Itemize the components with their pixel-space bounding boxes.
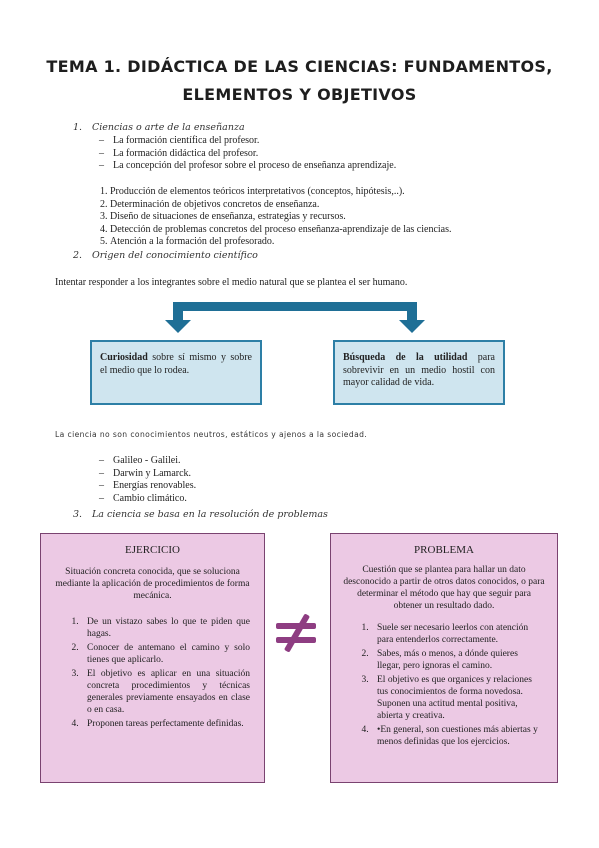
list-item: 2. Conocer de antemano el camino y solo tienes que aplicarlo. — [81, 642, 250, 666]
list-item: 3. Diseño de situaciones de enseñanza, estrategias y recursos. — [110, 211, 550, 224]
list-item: 2. Sabes, más o menos, a dónde quieres llegar, pero ignoras el camino. — [371, 648, 543, 672]
list-item: 5. Atención a la formación del profesorado. — [110, 236, 550, 249]
utilidad-text: para sobrevivir en un medio hostil con mayor calidad de vida. — [343, 352, 495, 388]
problema-intro: Cuestión que se plantea para hallar un dato desconocido a partir de otros datos conocidos, o para determinar el método que hay que seguir para obtener un resultado dado. — [343, 565, 545, 611]
bracket-arrow-icon — [160, 302, 430, 338]
curiosidad-box — [90, 340, 262, 405]
list-item: – La formación didáctica del profesor. — [99, 148, 519, 161]
section-1-number: 1. — [73, 122, 83, 133]
list-item: 2. Determinación de objetivos concretos de enseñanza. — [110, 199, 550, 212]
section-2-heading: Origen del conocimiento científico — [92, 250, 258, 261]
list-item: 4. Detección de problemas concretos del proceso enseñanza-aprendizaje de las ciencias. — [110, 224, 550, 237]
list-item: – Darwin y Lamarck. — [99, 468, 399, 481]
section-2-intro: Intentar responder a los integrantes sobre el medio natural que se plantea el ser humano. — [55, 277, 408, 288]
list-item: 1. Suele ser necesario leerlos con atención para entenderlos correctamente. — [371, 622, 543, 646]
ejercicio-intro: Situación concreta conocida, que se soluciona mediante la aplicación de procedimientos de forma mecánica. — [55, 567, 250, 601]
ejercicio-list — [41, 616, 250, 730]
section-2-number: 2. — [73, 250, 83, 261]
title-line-2: ELEMENTOS Y OBJETIVOS — [182, 85, 417, 104]
title-line-1: TEMA 1. DIDÁCTICA DE LAS CIENCIAS: FUNDAMENTOS, — [46, 57, 553, 76]
problema-title: PROBLEMA — [414, 544, 474, 556]
list-item: 1. De un vistazo sabes lo que te piden que hagas. — [81, 616, 250, 640]
curiosidad-term: Curiosidad — [100, 352, 148, 363]
curiosidad-text: sobre sí mismo y sobre el medio que lo rodea. — [100, 352, 252, 376]
utilidad-term: Búsqueda de la utilidad — [343, 352, 468, 363]
list-item: – Galileo - Galilei. — [99, 455, 399, 468]
list-item: 3. El objetivo es que organices y relaciones tus conocimientos de forma novedosa. Suponen una actitud mental positiva, abierta y creativa. — [371, 674, 543, 722]
section-1-dash-list — [99, 135, 519, 173]
ejercicio-box — [40, 533, 265, 783]
ejercicio-title: EJERCICIO — [125, 544, 180, 556]
list-item: 4. •En general, son cuestiones más abiertas y menos definidas que los ejercicios. — [371, 724, 543, 748]
list-item: 3. El objetivo es aplicar en una situación concreta procedimientos y técnicas generales previamente ensayados en clase o en casa. — [81, 668, 250, 716]
list-item: 1. Producción de elementos teóricos interpretativos (conceptos, hipótesis,..). — [110, 186, 550, 199]
section-2-dash-list — [99, 455, 399, 505]
list-item: – Energías renovables. — [99, 480, 399, 493]
problema-box — [330, 533, 558, 783]
utilidad-box — [333, 340, 505, 405]
section-1-heading: Ciencias o arte de la enseñanza — [92, 122, 245, 133]
list-item: – La formación científica del profesor. — [99, 135, 519, 148]
section-3-number: 3. — [73, 509, 83, 520]
section-3-heading: La ciencia se basa en la resolución de problemas — [92, 509, 328, 520]
ciencia-statement: La ciencia no son conocimientos neutros, estáticos y ajenos a la sociedad. — [55, 430, 368, 439]
list-item: – Cambio climático. — [99, 493, 399, 506]
problema-list — [331, 622, 543, 748]
not-equal-icon — [272, 610, 322, 656]
list-item: – La concepción del profesor sobre el proceso de enseñanza aprendizaje. — [99, 160, 519, 173]
section-1-numbered-list — [92, 186, 550, 249]
list-item: 4. Proponen tareas perfectamente definidas. — [81, 718, 250, 730]
